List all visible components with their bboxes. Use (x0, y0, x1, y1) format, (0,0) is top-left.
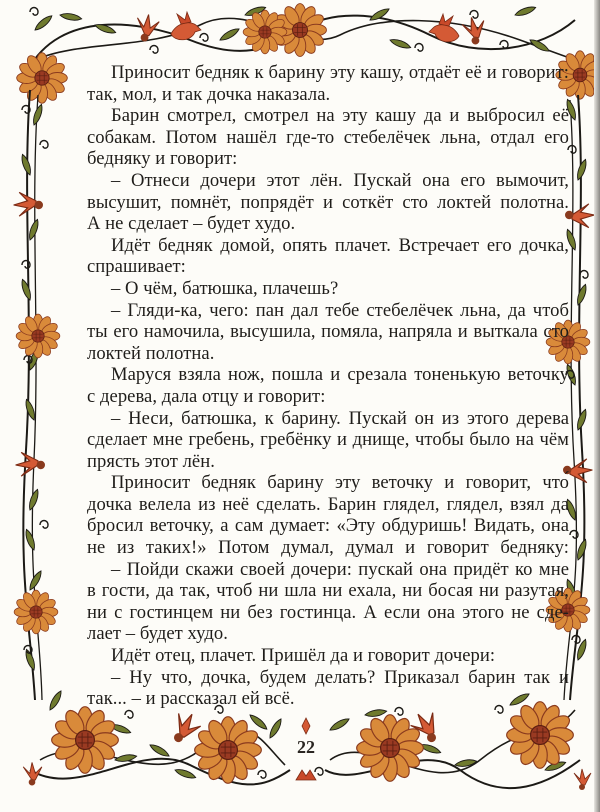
page-number: 22 (297, 737, 315, 757)
text-line: бедняку и говорит: (87, 148, 238, 170)
left-border (14, 90, 60, 700)
text-line: – Гляди-ка, чего: пан дал тебе стебелёчек льна, да чтоб (111, 299, 569, 321)
text-line: не из таких!» Потом думал, думал и говорит бедняку: (87, 537, 569, 559)
story-text (87, 62, 569, 710)
text-line: собакам. Потом нашёл где-то стебелёчек льна, отдал его (87, 126, 569, 148)
page-edge-shadow (594, 0, 600, 812)
text-line: прясть этот лён. (87, 450, 215, 472)
text-line: – Отнеси дочери этот лён. Пускай она его вымочит, (111, 169, 569, 191)
text-line: – Пойди скажи своей дочери: пускай она придёт ко мне (111, 558, 569, 580)
text-line: локтей полотна. (87, 342, 215, 364)
text-line: – О чём, батюшка, плачешь? (111, 277, 339, 299)
text-line: лает – будет худо. (87, 623, 228, 645)
text-line: Приносит бедняк к барину эту кашу, отдаёт её и говорит: (111, 62, 569, 83)
text-line: бросил веточку, а сам думает: «Эту обдуришь! Видать, она (87, 515, 569, 537)
text-line: сделает мне гребень, гребёнку и днище, чтобы было на чём (87, 429, 569, 451)
text-line: так, мол, и так дочка наказала. (87, 83, 331, 105)
text-line: ни с гостинцем ни без гостинца. А если она этого не сде- (87, 601, 569, 623)
text-line: в гости, да так, чтоб ни шла ни ехала, ни босая ни разутая, (87, 580, 569, 602)
text-line: – Ну что, дочка, будем делать? Приказал барин так и (111, 666, 569, 688)
text-line: высушит, помнёт, попрядёт и соткёт сто локтей полотна. (87, 191, 569, 213)
text-line: Идёт бедняк домой, опять плачет. Встречает его дочка, (111, 234, 569, 256)
text-line: спрашивает: (87, 256, 186, 278)
ornament-crown-icon (296, 770, 316, 780)
bird-icon (171, 12, 201, 40)
text-line: Маруся взяла нож, пошла и срезала тоненькую веточку (111, 364, 569, 386)
text-line: Идёт отец, плачет. Пришёл да и говорит дочери: (111, 645, 496, 667)
text-line: – Неси, батюшка, к барину. Пускай он из этого дерева (111, 407, 569, 429)
text-line: ты его намочила, высушила, помяла, напряла и выткала сто (87, 321, 569, 343)
text-line: с дерева, дала отцу и говорит: (87, 385, 326, 407)
text-line: так... – и рассказал ей всё. (87, 688, 295, 710)
text-line: дочка велела из неё сделать. Барин глядел, глядел, взял да (87, 493, 569, 515)
ornament-diamond-icon (302, 718, 310, 734)
text-line: Барин смотрел, смотрел на эту кашу да и выбросил её (111, 105, 569, 127)
text-line: А не сделает – будет худо. (87, 213, 296, 235)
text-line: Приносит бедняк барину эту веточку и говорит, что́ (111, 472, 569, 494)
